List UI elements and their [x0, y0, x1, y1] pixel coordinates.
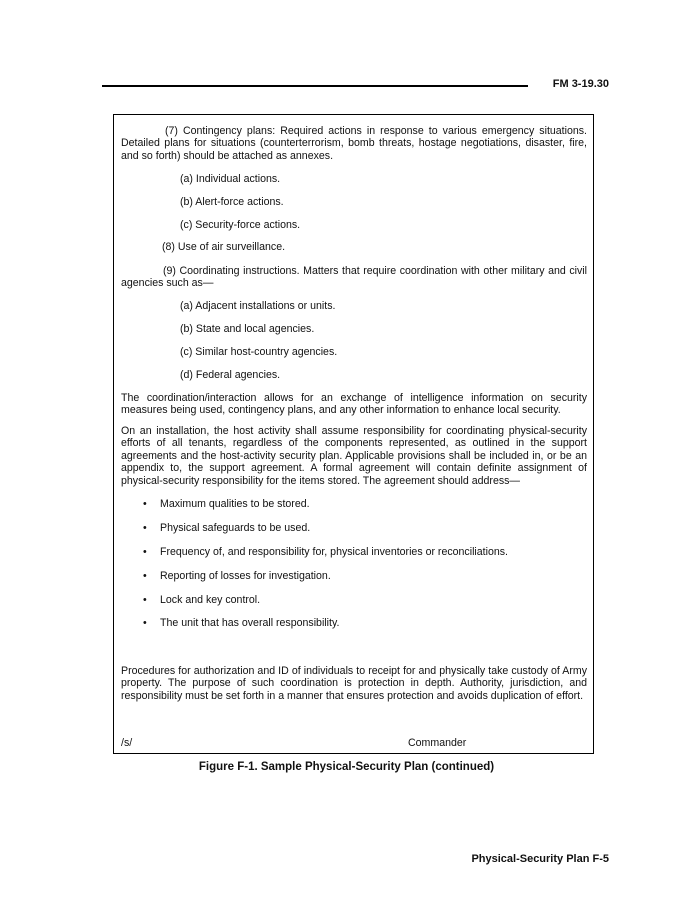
signature-mark: /s/ [121, 737, 133, 749]
bullet-icon: • [143, 570, 147, 582]
list-item: (a) Individual actions. [180, 173, 281, 185]
list-item: (d) Federal agencies. [180, 369, 281, 381]
bullet-item: Maximum qualities to be stored. [160, 498, 310, 510]
bullet-item: Lock and key control. [160, 594, 261, 606]
signature-title: Commander [408, 737, 467, 749]
bullet-icon: • [143, 498, 147, 510]
bullet-item: Reporting of losses for investigation. [160, 570, 331, 582]
list-item: (c) Security-force actions. [180, 219, 301, 231]
bullet-icon: • [143, 546, 147, 558]
paragraph-coordination: The coordination/interaction allows for an exchange of intelligence information on security measures being used, contingency plans, and any other information to enhance local security. [121, 392, 587, 417]
list-item: (b) State and local agencies. [180, 323, 315, 335]
header-rule [102, 85, 528, 87]
paragraph-installation: On an installation, the host activity shall assume responsibility for coordinating physical-security efforts of all tenants, regardless of the components represented, as outlined in the support agreements and the host-activity security plan. Applicable provisions shall be included in, or be an appendix to, the support agreement. A formal agreement will contain definite assignment of physical-security responsibility for the items stored. The agreement should address— [121, 425, 587, 487]
figure-caption: Figure F-1. Sample Physical-Security Plan (continued) [198, 761, 495, 773]
header-doc-id: FM 3-19.30 [552, 78, 609, 90]
list-item: (b) Alert-force actions. [180, 196, 284, 208]
bullet-item: Physical safeguards to be used. [160, 522, 311, 534]
bullet-icon: • [143, 594, 147, 606]
list-item: (c) Similar host-country agencies. [180, 346, 338, 358]
bullet-icon: • [143, 522, 147, 534]
paragraph-coordinating-instructions: (9) Coordinating instructions. Matters that require coordination with other military and civil agencies such as— [121, 265, 587, 290]
bullet-icon: • [143, 617, 147, 629]
paragraph-procedures: Procedures for authorization and ID of individuals to receipt for and physically take custody of Army property. The purpose of such coordination is protection in depth. Authority, jurisdiction, and responsibility must be set forth in a manner that ensures protection and avoids duplication of effort. [121, 665, 587, 702]
bullet-item: The unit that has overall responsibility. [160, 617, 340, 629]
paragraph-contingency-plans: (7) Contingency plans: Required actions in response to various emergency situations. Detailed plans for situations (counterterrorism, bomb threats, hostage negotiations, disaster, fire, and so forth) should be attached as annexes. [121, 125, 587, 162]
bullet-item: Frequency of, and responsibility for, physical inventories or reconciliations. [160, 546, 509, 558]
list-item: (a) Adjacent installations or units. [180, 300, 336, 312]
paragraph-air-surveillance: (8) Use of air surveillance. [162, 241, 286, 253]
page-footer: Physical-Security Plan F-5 [471, 853, 609, 865]
